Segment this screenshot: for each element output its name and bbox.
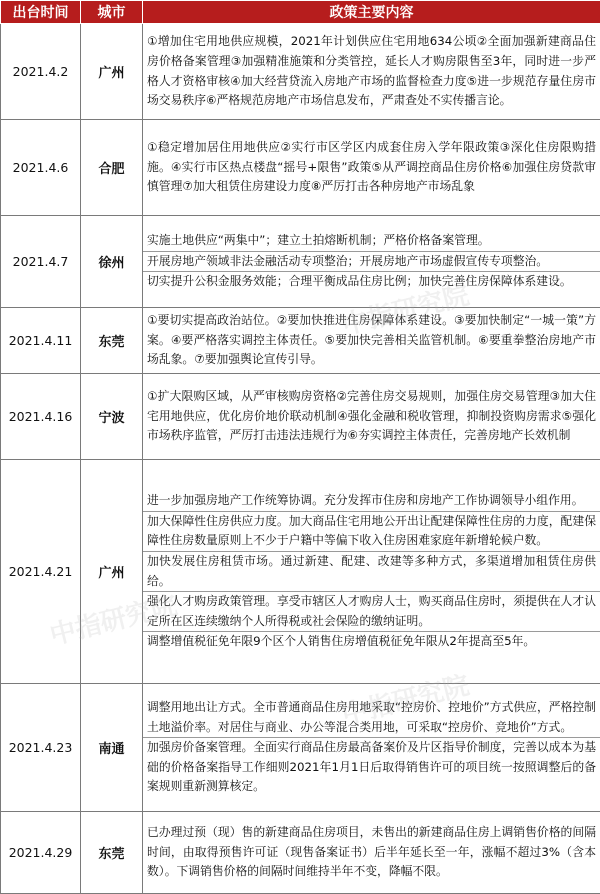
row-date: 2021.4.7 <box>1 216 81 308</box>
row-date: 2021.4.29 <box>1 812 81 894</box>
header-content: 政策主要内容 <box>143 1 600 24</box>
row-content <box>143 812 600 894</box>
table-row <box>1 216 600 308</box>
policy-paragraph: 加强房价备案管理。全面实行商品住房最高备案价及片区指导价制度，完善以成本为基础的价格备案指导工作细则2021年1月1日后取得销售许可的项目统一按照调整后的备案规则重新测算核定。 <box>143 737 600 797</box>
watermark-2: 中指研究院 <box>338 670 473 732</box>
header-date: 出台时间 <box>1 1 81 24</box>
policy-paragraph: 切实提升公积金服务效能；合理平衡成品住房比例；加快完善住房保障体系建设。 <box>143 271 600 292</box>
row-date: 2021.4.11 <box>1 308 81 374</box>
table-row <box>1 120 600 216</box>
table-row <box>1 460 600 684</box>
watermark-3: 中指研究院 <box>338 280 473 342</box>
policy-paragraph: ①要切实提高政治站位。②要加快推进住房保障体系建设。③要加快制定“一城一策”方案。④要严格落实调控主体责任。⑤要加快完善相关监管机制。⑥要重拳整治房地产市场乱象。⑦要加强舆论宣传引导。 <box>147 313 596 367</box>
table-row <box>1 24 600 120</box>
row-date: 2021.4.2 <box>1 24 81 120</box>
policy-paragraph: 开展房地产领域非法金融活动专项整治；开展房地产市场虚假宣传专项整治。 <box>143 251 600 272</box>
table-row <box>1 812 600 894</box>
header-city: 城市 <box>81 1 143 24</box>
policy-paragraph: ①增加住宅用地供应规模，2021年计划供应住宅用地634公顷②全面加强新建商品住房价格备案管理③加强精准施策和分类管控，延长人才购房限售至3年，同时进一步严格人才资格审核④加大经营贷流入房地产市场的监督检查力度⑤进一步规范存量住房市场交易秩序⑥严格规范房地产市场信息发布，严肃查处不实传播言论。 <box>147 34 596 108</box>
row-city: 广州 <box>81 24 143 120</box>
table-body <box>1 24 600 894</box>
row-city: 南通 <box>81 684 143 812</box>
row-content <box>143 308 600 374</box>
policy-paragraph: ①扩大限购区域，从严审核购房资格②完善住房交易规则，加强住房交易管理③加大住宅用地供应，优化房价地价联动机制④强化金融和税收管理，抑制投资购房需求⑤强化市场秩序监管，严厉打击违法违规行为⑥夯实调控主体责任，完善房地产长效机制 <box>147 389 596 443</box>
row-content <box>143 684 600 812</box>
row-city: 东莞 <box>81 812 143 894</box>
row-city: 徐州 <box>81 216 143 308</box>
watermark-1: 中指研究院 <box>46 590 181 652</box>
row-date: 2021.4.21 <box>1 460 81 684</box>
row-city: 合肥 <box>81 120 143 216</box>
policy-paragraph: 加大保障性住房供应力度。加大商品住宅用地公开出让配建保障性住房的力度，配建保障性住房数量原则上不少于户籍中等偏下收入住房困难家庭年新增轮候户数。 <box>143 511 600 551</box>
table-row <box>1 684 600 812</box>
policy-paragraph: 调整增值税征免年限9个区个人销售住房增值税征免年限从2年提高至5年。 <box>143 631 600 652</box>
header-row <box>1 1 600 24</box>
policy-paragraph: 加快发展住房租赁市场。通过新建、配建、改建等多种方式，多渠道增加租赁住房供给。 <box>143 551 600 591</box>
row-content <box>143 374 600 460</box>
policy-paragraph: 强化人才购房政策管理。享受市辖区人才购房人士，购买商品住房时，须提供在人才认定所在区连续缴纳个人所得税或社会保险的缴纳证明。 <box>143 591 600 631</box>
policy-paragraph: 实施土地供应“两集中”；建立土拍熔断机制；严格价格备案管理。 <box>147 233 490 248</box>
policy-paragraph: ①稳定增加居住用地供应②实行市区学区内成套住房入学年限政策③深化住房限购措施。④实行市区热点楼盘“摇号+限售”政策⑤从严调控商品住房价格⑥加强住房贷款审慎管理⑦加大租赁住房建设力度⑧严厉打击各种房地产市场乱象 <box>147 140 596 194</box>
policy-paragraph: 进一步加强房地产工作统筹协调。充分发挥市住房和房地产工作协调领导小组作用。 <box>147 493 584 508</box>
row-city: 宁波 <box>81 374 143 460</box>
table-row <box>1 374 600 460</box>
table-row <box>1 308 600 374</box>
row-content <box>143 24 600 120</box>
row-content <box>143 120 600 216</box>
row-content <box>143 216 600 308</box>
row-date: 2021.4.16 <box>1 374 81 460</box>
policy-paragraph: 调整用地出让方式。全市普通商品住房用地采取“控房价、控地价”方式供应，严格控制土地溢价率。对居住与商业、办公等混合类用地，可采取“控房价、竞地价”方式。 <box>147 700 596 734</box>
policy-paragraph: 已办理过预（现）售的新建商品住房项目，未售出的新建商品住房上调销售价格的间隔时间，由取得预售许可证（现售备案证书）后半年延长至一年，涨幅不超过3%（含本数）。下调销售价格的间隔时间维持半年不变，降幅不限。 <box>147 825 596 879</box>
row-date: 2021.4.6 <box>1 120 81 216</box>
row-city: 广州 <box>81 460 143 684</box>
row-city: 东莞 <box>81 308 143 374</box>
row-date: 2021.4.23 <box>1 684 81 812</box>
row-content <box>143 460 600 684</box>
